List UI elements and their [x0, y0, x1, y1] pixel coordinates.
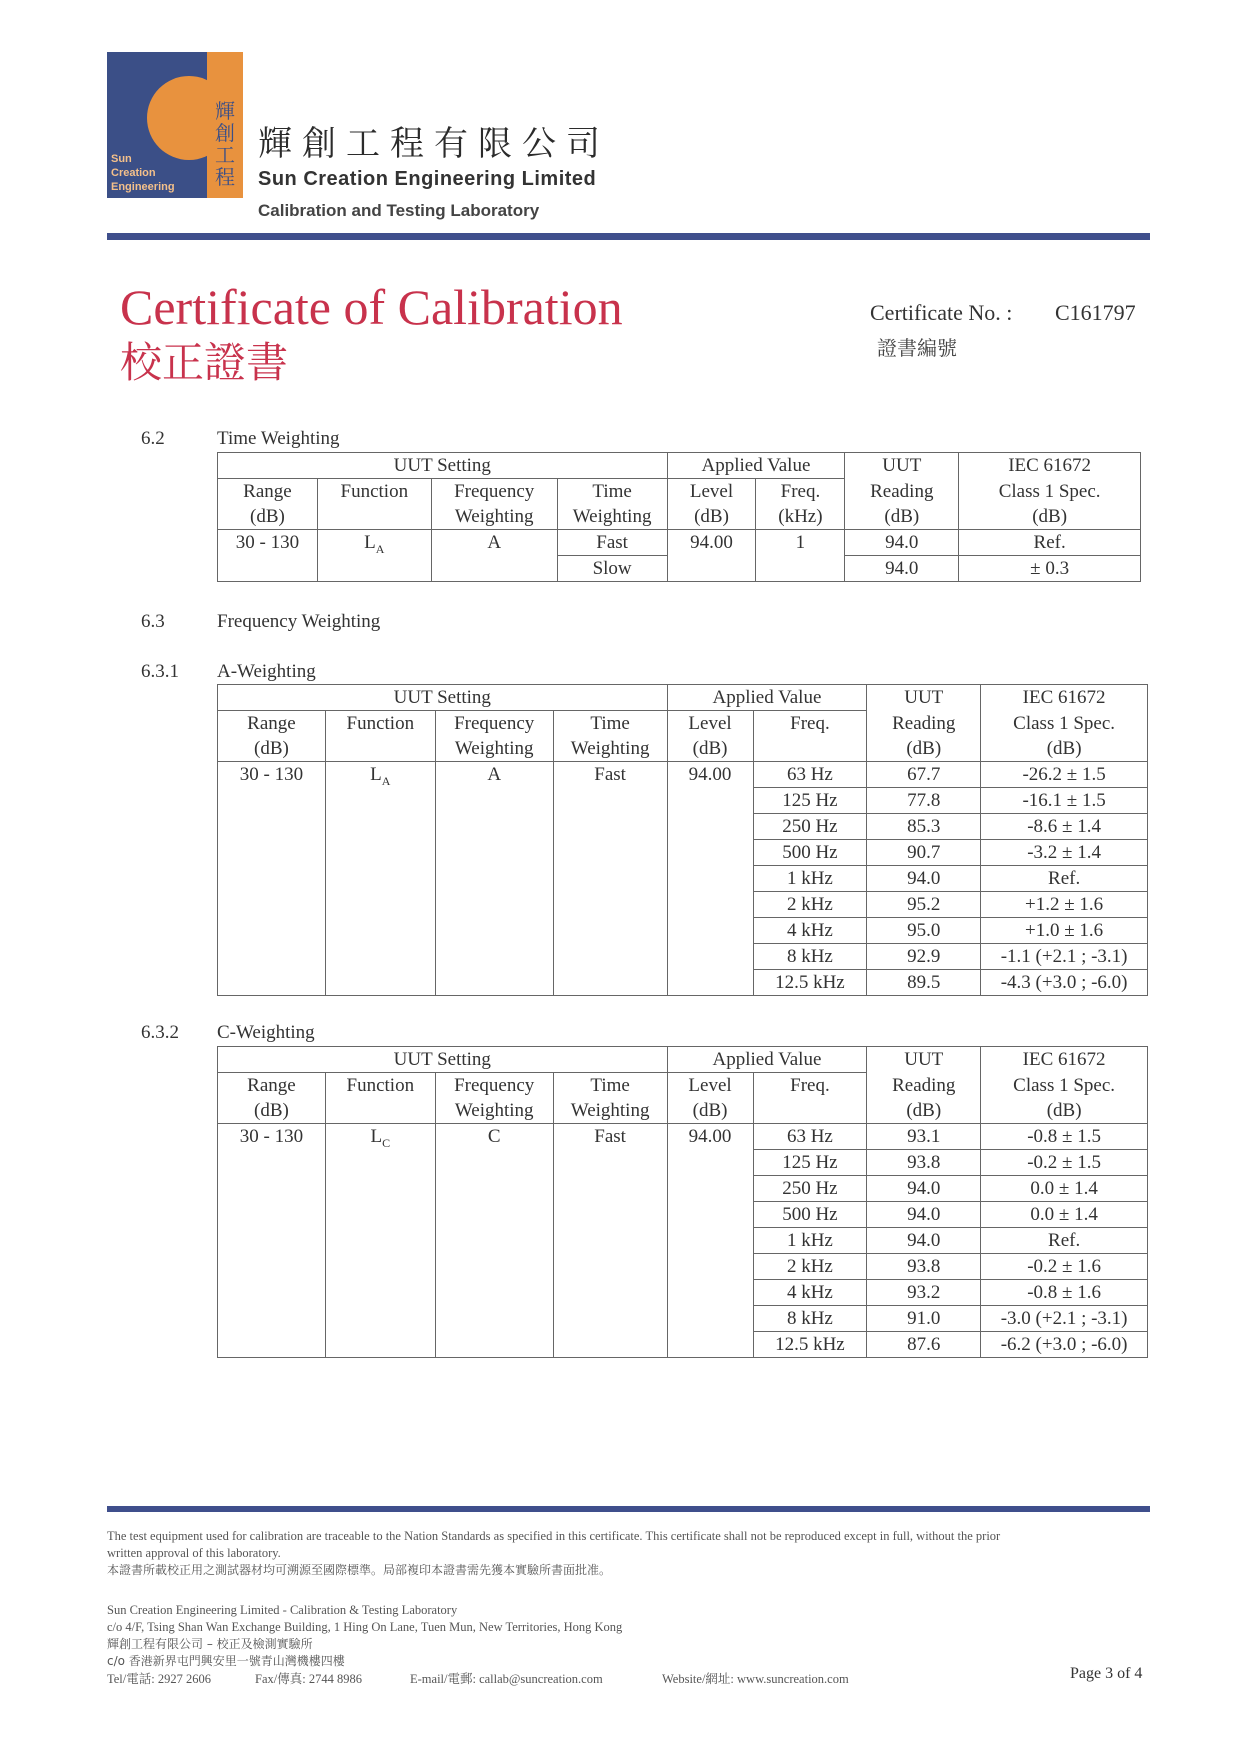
- freq-weighting-cell: A: [431, 530, 557, 582]
- time-weighting-cell: Slow: [557, 556, 667, 582]
- header-uut-setting: UUT Setting: [218, 685, 668, 711]
- c-weighting-table: [217, 1046, 1148, 1358]
- company-name-chinese: 輝創工程有限公司: [258, 124, 610, 164]
- header-level: Level (dB): [667, 711, 753, 762]
- header-applied-value: Applied Value: [667, 685, 867, 711]
- reading-cell: 94.0: [845, 556, 959, 582]
- spec-cell: -3.2 ± 1.4: [981, 840, 1148, 866]
- freq-cell: 250 Hz: [753, 1176, 867, 1202]
- spec-cell: -8.6 ± 1.4: [981, 814, 1148, 840]
- company-name-english: Sun Creation Engineering Limited: [258, 168, 597, 190]
- spec-cell: ± 0.3: [959, 556, 1141, 582]
- header-range: Range (dB): [218, 479, 318, 530]
- footer-rule: [107, 1506, 1150, 1512]
- section-title: C-Weighting: [217, 1022, 315, 1043]
- reading-cell: 94.0: [867, 1202, 981, 1228]
- header-frequency-weighting: Frequency Weighting: [431, 479, 557, 530]
- section-number: 6.3.1: [141, 661, 179, 682]
- reading-cell: 95.0: [867, 918, 981, 944]
- reading-cell: 94.0: [867, 866, 981, 892]
- header-freq: Freq. (kHz): [756, 479, 845, 530]
- reading-cell: 89.5: [867, 970, 981, 996]
- level-cell: 94.00: [667, 1124, 753, 1358]
- footer-notice-chinese: 本證書所載校正用之測試器材均可溯源至國際標準。局部複印本證書需先獲本實驗所書面批准。: [107, 1563, 612, 1577]
- header-iec: IEC 61672: [981, 1047, 1148, 1073]
- header-freq: Freq.: [753, 711, 867, 762]
- reading-cell: 94.0: [867, 1228, 981, 1254]
- section-number: 6.2: [141, 428, 165, 449]
- freq-cell: 1 kHz: [753, 1228, 867, 1254]
- level-cell: 94.00: [667, 530, 756, 582]
- reading-cell: 93.8: [867, 1150, 981, 1176]
- section-title: Time Weighting: [217, 428, 340, 449]
- reading-cell: 94.0: [867, 1176, 981, 1202]
- header-range: Range (dB): [218, 1073, 326, 1124]
- spec-cell: -26.2 ± 1.5: [981, 762, 1148, 788]
- header-function: Function: [325, 1073, 435, 1124]
- header-function: Function: [317, 479, 431, 530]
- lab-name: Calibration and Testing Laboratory: [258, 201, 540, 220]
- footer-notice: [107, 1528, 1157, 1579]
- header-spec: Class 1 Spec. (dB): [981, 711, 1148, 762]
- header-reading: Reading (dB): [867, 1073, 981, 1124]
- header-applied-value: Applied Value: [667, 453, 845, 479]
- spec-cell: -1.1 (+2.1 ; -3.1): [981, 944, 1148, 970]
- header-uut-setting: UUT Setting: [218, 1047, 668, 1073]
- header-uut: UUT: [845, 453, 959, 479]
- freq-cell: 125 Hz: [753, 1150, 867, 1176]
- spec-cell: +1.2 ± 1.6: [981, 892, 1148, 918]
- header-applied-value: Applied Value: [667, 1047, 867, 1073]
- footer-tel: Tel/電話: 2927 2606: [107, 1672, 211, 1686]
- table-row: [218, 530, 1141, 556]
- freq-cell: 2 kHz: [753, 892, 867, 918]
- header-reading: Reading (dB): [867, 711, 981, 762]
- reading-cell: 67.7: [867, 762, 981, 788]
- spec-cell: 0.0 ± 1.4: [981, 1176, 1148, 1202]
- spec-cell: -16.1 ± 1.5: [981, 788, 1148, 814]
- footer-address: [107, 1602, 622, 1670]
- reading-cell: 93.2: [867, 1280, 981, 1306]
- freq-cell: 1: [756, 530, 845, 582]
- certificate-number-label: Certificate No. :: [870, 300, 1013, 325]
- reading-cell: 90.7: [867, 840, 981, 866]
- spec-cell: -0.8 ± 1.5: [981, 1124, 1148, 1150]
- spec-cell: -0.2 ± 1.6: [981, 1254, 1148, 1280]
- reading-cell: 91.0: [867, 1306, 981, 1332]
- freq-cell: 8 kHz: [753, 1306, 867, 1332]
- footer-notice-line: The test equipment used for calibration are traceable to the Nation Standards as specified in this certificate. This certificate shall not be reproduced except in full, without the prior: [107, 1529, 1001, 1543]
- lab-address: c/o 4/F, Tsing Shan Wan Exchange Building, 1 Hing On Lane, Tuen Mun, New Territories, Hong Kong: [107, 1620, 623, 1634]
- spec-cell: -0.2 ± 1.5: [981, 1150, 1148, 1176]
- freq-weighting-cell: A: [435, 762, 553, 996]
- header-rule: [107, 233, 1150, 240]
- freq-cell: 4 kHz: [753, 918, 867, 944]
- freq-cell: 500 Hz: [753, 1202, 867, 1228]
- reading-cell: 95.2: [867, 892, 981, 918]
- freq-cell: 63 Hz: [753, 762, 867, 788]
- freq-cell: 250 Hz: [753, 814, 867, 840]
- spec-cell: -3.0 (+2.1 ; -3.1): [981, 1306, 1148, 1332]
- reading-cell: 93.8: [867, 1254, 981, 1280]
- footer-email[interactable]: E-mail/電郵: callab@suncreation.com: [410, 1672, 603, 1686]
- footer-notice-line: written approval of this laboratory.: [107, 1546, 281, 1560]
- reading-cell: 77.8: [867, 788, 981, 814]
- level-cell: 94.00: [667, 762, 753, 996]
- freq-cell: 8 kHz: [753, 944, 867, 970]
- time-weighting-cell: Fast: [553, 762, 667, 996]
- lab-name-footer-chinese: 輝創工程有限公司 – 校正及檢測實驗所: [107, 1637, 313, 1651]
- range-cell: 30 - 130: [218, 762, 326, 996]
- spec-cell: Ref.: [959, 530, 1141, 556]
- spec-cell: Ref.: [981, 866, 1148, 892]
- header-uut-setting: UUT Setting: [218, 453, 668, 479]
- spec-cell: -0.8 ± 1.6: [981, 1280, 1148, 1306]
- header-iec: IEC 61672: [981, 685, 1148, 711]
- freq-cell: 500 Hz: [753, 840, 867, 866]
- table-row: [218, 1124, 1148, 1150]
- freq-cell: 4 kHz: [753, 1280, 867, 1306]
- header-freq: Freq.: [753, 1073, 867, 1124]
- spec-cell: -4.3 (+3.0 ; -6.0): [981, 970, 1148, 996]
- header-range: Range (dB): [218, 711, 326, 762]
- time-weighting-table: [217, 452, 1141, 582]
- header-uut: UUT: [867, 685, 981, 711]
- range-cell: 30 - 130: [218, 530, 318, 582]
- header-spec: Class 1 Spec. (dB): [981, 1073, 1148, 1124]
- freq-weighting-cell: C: [435, 1124, 553, 1358]
- reading-cell: 94.0: [845, 530, 959, 556]
- section-number: 6.3.2: [141, 1022, 179, 1043]
- freq-cell: 63 Hz: [753, 1124, 867, 1150]
- footer-fax: Fax/傳真: 2744 8986: [255, 1672, 362, 1686]
- logo-english-text: Sun Creation Engineering: [111, 153, 175, 193]
- company-logo: [107, 52, 243, 198]
- reading-cell: 92.9: [867, 944, 981, 970]
- freq-cell: 1 kHz: [753, 866, 867, 892]
- function-cell: $L_A$: [325, 762, 435, 996]
- section-title: Frequency Weighting: [217, 611, 381, 632]
- certificate-title: Certificate of Calibration: [120, 279, 623, 335]
- spec-cell: -6.2 (+3.0 ; -6.0): [981, 1332, 1148, 1358]
- header-function: Function: [325, 711, 435, 762]
- reading-cell: 85.3: [867, 814, 981, 840]
- header-time-weighting: Time Weighting: [557, 479, 667, 530]
- time-weighting-cell: Fast: [557, 530, 667, 556]
- spec-cell: 0.0 ± 1.4: [981, 1202, 1148, 1228]
- header-iec: IEC 61672: [959, 453, 1141, 479]
- freq-cell: 12.5 kHz: [753, 1332, 867, 1358]
- header-level: Level (dB): [667, 1073, 753, 1124]
- a-weighting-table: [217, 684, 1148, 996]
- header-time-weighting: Time Weighting: [553, 1073, 667, 1124]
- range-cell: 30 - 130: [218, 1124, 326, 1358]
- certificate-title-chinese: 校正證書: [120, 338, 289, 387]
- certificate-number: C161797: [1055, 300, 1136, 325]
- function-cell: $L_A$: [317, 530, 431, 582]
- freq-cell: 125 Hz: [753, 788, 867, 814]
- header-time-weighting: Time Weighting: [553, 711, 667, 762]
- freq-cell: 2 kHz: [753, 1254, 867, 1280]
- lab-address-chinese: c/o 香港新界屯門興安里一號青山灣機樓四樓: [107, 1654, 345, 1668]
- header-frequency-weighting: Frequency Weighting: [435, 711, 553, 762]
- freq-cell: 12.5 kHz: [753, 970, 867, 996]
- header-frequency-weighting: Frequency Weighting: [435, 1073, 553, 1124]
- header-reading: Reading (dB): [845, 479, 959, 530]
- logo-vertical-text: 輝 創 工 程: [215, 99, 235, 189]
- header-uut: UUT: [867, 1047, 981, 1073]
- certificate-number-label-chinese: 證書編號: [877, 336, 957, 360]
- reading-cell: 87.6: [867, 1332, 981, 1358]
- header-spec: Class 1 Spec. (dB): [959, 479, 1141, 530]
- section-title: A-Weighting: [217, 661, 316, 682]
- footer-website[interactable]: Website/網址: www.suncreation.com: [662, 1672, 849, 1686]
- reading-cell: 93.1: [867, 1124, 981, 1150]
- time-weighting-cell: Fast: [553, 1124, 667, 1358]
- lab-name-footer: Sun Creation Engineering Limited - Calibration & Testing Laboratory: [107, 1603, 458, 1617]
- section-number: 6.3: [141, 611, 165, 632]
- page-number: Page 3 of 4: [1070, 1665, 1143, 1682]
- spec-cell: +1.0 ± 1.6: [981, 918, 1148, 944]
- header-level: Level (dB): [667, 479, 756, 530]
- table-row: [218, 762, 1148, 788]
- function-cell: $L_C$: [325, 1124, 435, 1358]
- spec-cell: Ref.: [981, 1228, 1148, 1254]
